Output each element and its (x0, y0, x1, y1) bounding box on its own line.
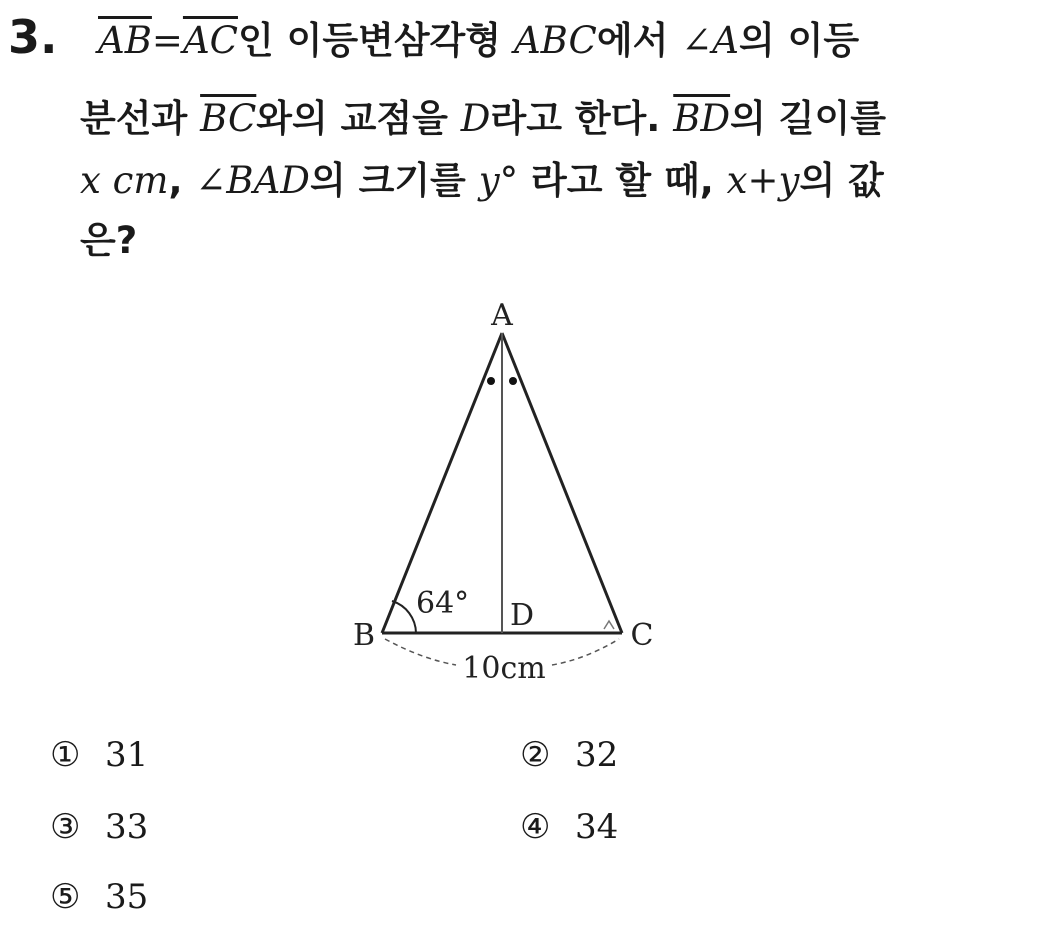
question-text: , (168, 159, 196, 202)
isosceles-triangle-figure (330, 295, 690, 695)
segment-bc: $\overline{BC}$ (200, 97, 257, 140)
question-text: 의 이등 (738, 19, 860, 62)
question-line-4 (80, 219, 1000, 262)
question-text: 의 값 (799, 159, 884, 202)
choice-marker: ③ (50, 807, 81, 847)
segment-ab: $\overline{AB}$ (98, 19, 152, 62)
length-x: x cm (80, 159, 169, 202)
angle-mark-dot (487, 377, 495, 385)
choice-marker: ④ (520, 807, 551, 847)
question-text: 에서 (596, 19, 682, 62)
label-b: B (352, 618, 376, 653)
choice-marker: ② (520, 735, 551, 775)
question-line-3 (80, 159, 1000, 202)
choice-2[interactable] (520, 735, 619, 775)
side-ac (502, 333, 622, 633)
base-length-label: 10cm (462, 651, 546, 686)
segment-ac: $\overline{AC}$ (182, 19, 238, 62)
choice-5[interactable] (50, 877, 149, 917)
choice-marker: ⑤ (50, 877, 81, 917)
dimension-line-right (552, 639, 619, 665)
triangle-name: ABC (513, 19, 597, 62)
question-text: 라고 한다. (490, 97, 674, 140)
equals-sign: = (151, 19, 183, 62)
angle-bad: ∠BAD (195, 159, 310, 202)
question-text: 와의 교점을 (256, 97, 461, 140)
question-line-1 (80, 19, 1000, 62)
question-text: 인 이등변삼각형 (237, 19, 514, 62)
choice-value: 34 (575, 807, 619, 847)
choice-value: 32 (575, 735, 619, 775)
choice-value: 31 (105, 735, 149, 775)
label-d: D (510, 598, 535, 633)
question-text: 의 크기를 (309, 159, 479, 202)
point-d: D (460, 97, 491, 140)
angle-a: ∠A (681, 19, 739, 62)
segment-bd: $\overline{BD}$ (673, 97, 731, 140)
question-text: 라고 할 때, (518, 159, 727, 202)
angle-arc-b (392, 601, 416, 633)
dimension-line-left (385, 639, 456, 665)
question-text: 의 길이를 (730, 97, 886, 140)
choice-1[interactable] (50, 735, 149, 775)
label-a: A (491, 298, 513, 333)
choice-value: 33 (105, 807, 149, 847)
angle-mark-dot (509, 377, 517, 385)
choice-value: 35 (105, 877, 149, 917)
sum-expression: x+y (726, 159, 800, 202)
question-text: 분선과 (80, 97, 201, 140)
choice-4[interactable] (520, 807, 619, 847)
question-line-2 (80, 97, 1000, 140)
angle-label-64: 64° (416, 586, 470, 621)
question-number: 3. (8, 10, 58, 64)
label-c: C (630, 618, 654, 653)
question-text: 은? (80, 219, 138, 262)
choice-3[interactable] (50, 807, 149, 847)
angle-y: y° (478, 159, 519, 202)
angle-mark-c (604, 621, 614, 629)
choice-marker: ① (50, 735, 81, 775)
